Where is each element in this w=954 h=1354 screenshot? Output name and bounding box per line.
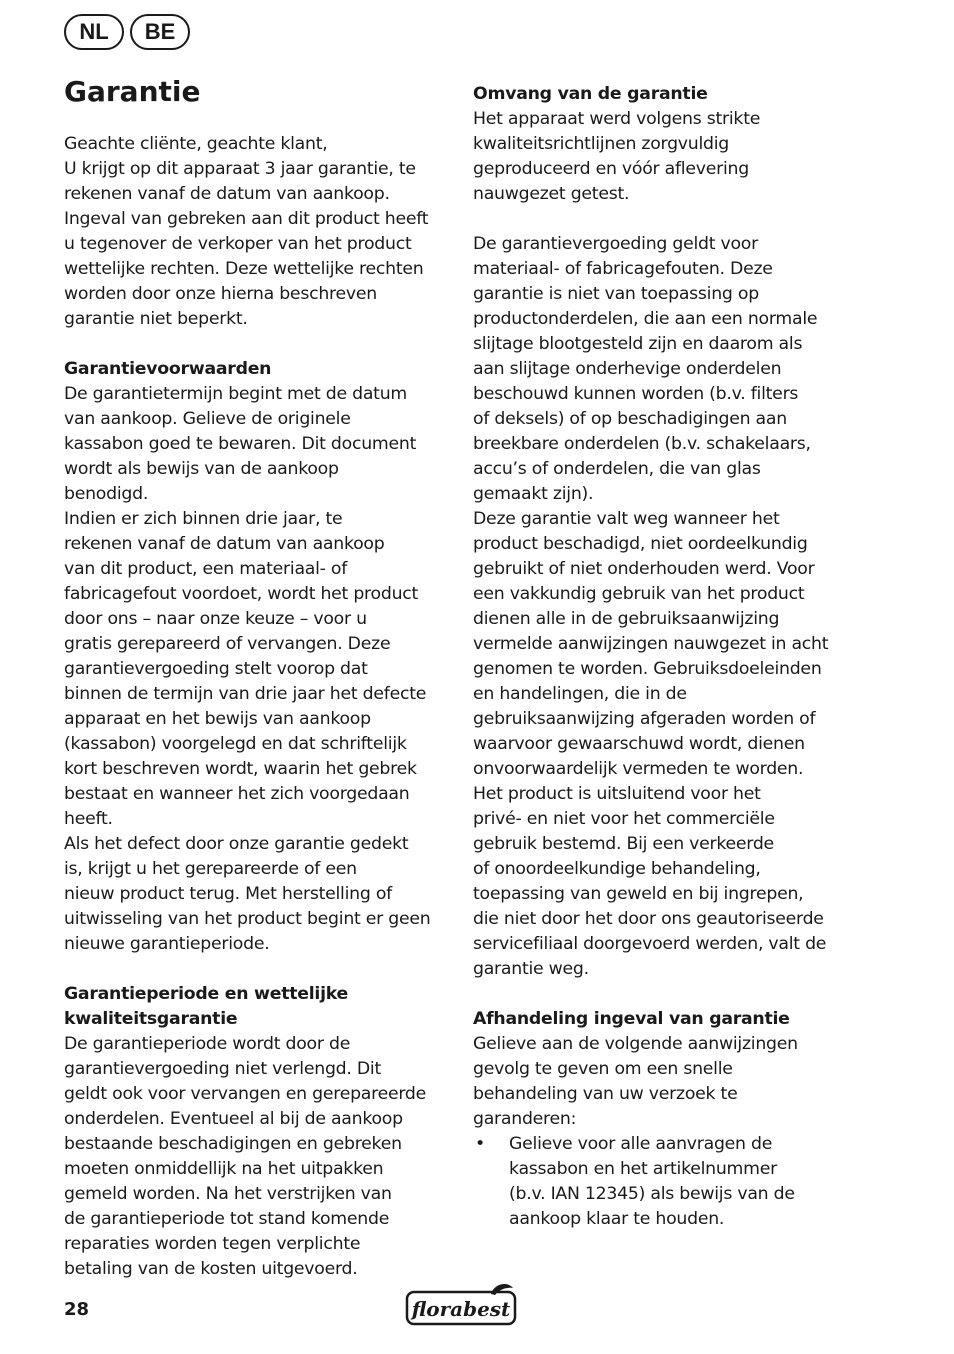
text-line: door ons – naar onze keuze – voor u: [64, 609, 367, 629]
page-title: Garantie: [64, 75, 201, 108]
text-line: binnen de termijn van drie jaar het defecte: [64, 684, 427, 704]
text-line: Gelieve aan de volgende aanwijzingen: [473, 1034, 798, 1054]
conditions-section: [64, 357, 462, 957]
text-line: kort beschreven wordt, waarin het gebrek: [64, 759, 417, 779]
text-line: Ingeval van gebreken aan dit product heeft: [64, 209, 429, 229]
bullet-item: [473, 1132, 873, 1232]
text-line: of deksels) of op beschadigingen aan: [473, 409, 787, 429]
text-line: breekbare onderdelen (b.v. schakelaars,: [473, 434, 811, 454]
text-line: uitwisseling van het product begint er geen: [64, 909, 431, 929]
period-paragraph: [64, 1032, 462, 1282]
text-line: Het apparaat werd volgens strikte: [473, 109, 761, 129]
text-line: die niet door het door ons geautoriseerde: [473, 909, 824, 929]
text-line: garanderen:: [473, 1109, 577, 1129]
language-badge-nl: NL: [64, 14, 124, 50]
bullet-symbol: •: [475, 1134, 485, 1154]
text-line: bestaande beschadigingen en gebreken: [64, 1134, 402, 1154]
text-line: wordt als bewijs van de aankoop: [64, 459, 339, 479]
text-line: (kassabon) voorgelegd en dat schriftelijk: [64, 734, 407, 754]
text-line: nauwgezet getest.: [473, 184, 630, 204]
text-line: gebruikt of niet onderhouden werd. Voor: [473, 559, 815, 579]
text-line: benodigd.: [64, 484, 149, 504]
text-line: apparaat en het bewijs van aankoop: [64, 709, 371, 729]
text-line: dienen alle in de gebruiksaanwijzing: [473, 609, 780, 629]
text-line: servicefiliaal doorgevoerd werden, valt de: [473, 934, 827, 954]
text-line: Geachte cliënte, geachte klant,: [64, 134, 328, 154]
text-line: slijtage blootgesteld zijn en daarom als: [473, 334, 803, 354]
conditions-paragraph: [64, 382, 462, 957]
text-line: onvoorwaardelijk vermeden te worden.: [473, 759, 804, 779]
text-line: fabricagefout voordoet, wordt het product: [64, 584, 419, 604]
text-line: De garantievergoeding geldt voor: [473, 234, 758, 254]
text-line: genomen te worden. Gebruiksdoeleinden: [473, 659, 822, 679]
text-line: wettelijke rechten. Deze wettelijke rechten: [64, 259, 424, 279]
scope-heading: Omvang van de garantie: [473, 84, 708, 104]
text-line: nieuwe garantieperiode.: [64, 934, 270, 954]
text-line: geproduceerd en vóór aflevering: [473, 159, 749, 179]
text-line: van aankoop. Gelieve de originele: [64, 409, 351, 429]
handling-section: [473, 1007, 873, 1232]
scope-paragraph-2: [473, 232, 873, 982]
text-line: u tegenover de verkoper van het product: [64, 234, 412, 254]
text-line: vermelde aanwijzingen nauwgezet in acht: [473, 634, 829, 654]
text-line: product beschadigd, niet oordeelkundig: [473, 534, 808, 554]
text-line: is, krijgt u het gerepareerde of een: [64, 859, 357, 879]
text-line: U krijgt op dit apparaat 3 jaar garantie, te: [64, 159, 416, 179]
text-line: productonderdelen, die aan een normale: [473, 309, 818, 329]
text-line: garantie weg.: [473, 959, 589, 979]
text-line: gebruiksaanwijzing afgeraden worden of: [473, 709, 816, 729]
bullet-text: [509, 1132, 873, 1232]
text-line: kwaliteitsgarantie: [64, 1009, 238, 1029]
text-line: behandeling van uw verzoek te: [473, 1084, 738, 1104]
text-line: garantievergoeding niet verlengd. Dit: [64, 1059, 382, 1079]
text-line: nieuw product terug. Met herstelling of: [64, 884, 392, 904]
text-line: kassabon en het artikelnummer: [509, 1159, 777, 1179]
text-line: heeft.: [64, 809, 113, 829]
florabest-logo: [405, 1284, 517, 1326]
text-line: garantie niet beperkt.: [64, 309, 248, 329]
text-line: rekenen vanaf de datum van aankoop.: [64, 184, 390, 204]
text-line: en handelingen, die in de: [473, 684, 687, 704]
text-line: De garantietermijn begint met de datum: [64, 384, 407, 404]
text-line: gratis gerepareerd of vervangen. Deze: [64, 634, 391, 654]
text-line: beschouwd kunnen worden (b.v. filters: [473, 384, 799, 404]
handling-heading: Afhandeling ingeval van garantie: [473, 1009, 790, 1029]
text-line: Het product is uitsluitend voor het: [473, 784, 761, 804]
intro-paragraph: [64, 132, 462, 332]
handling-paragraph: [473, 1032, 873, 1132]
page-number: 28: [64, 1299, 90, 1320]
text-line: de garantieperiode tot stand komende: [64, 1209, 390, 1229]
scope-paragraph-1: [473, 107, 873, 207]
text-line: Deze garantie valt weg wanneer het: [473, 509, 780, 529]
period-heading: [64, 982, 462, 1032]
text-line: toepassing van geweld en bij ingrepen,: [473, 884, 804, 904]
text-line: bestaat en wanneer het zich voorgedaan: [64, 784, 410, 804]
text-line: waarvoor gewaarschuwd wordt, dienen: [473, 734, 805, 754]
text-line: kassabon goed te bewaren. Dit document: [64, 434, 417, 454]
text-line: Gelieve voor alle aanvragen de: [509, 1134, 773, 1154]
text-line: (b.v. IAN 12345) als bewijs van de: [509, 1184, 795, 1204]
text-line: een vakkundig gebruik van het product: [473, 584, 805, 604]
text-line: gemeld worden. Na het verstrijken van: [64, 1184, 392, 1204]
text-line: privé- en niet voor het commerciële: [473, 809, 775, 829]
text-line: De garantieperiode wordt door de: [64, 1034, 351, 1054]
text-line: garantie is niet van toepassing op: [473, 284, 759, 304]
text-line: materiaal- of fabricagefouten. Deze: [473, 259, 773, 279]
text-line: garantievergoeding stelt voorop dat: [64, 659, 368, 679]
text-line: accu’s of onderdelen, die van glas: [473, 459, 761, 479]
text-line: Garantieperiode en wettelijke: [64, 984, 348, 1004]
text-line: moeten onmiddellijk na het uitpakken: [64, 1159, 384, 1179]
period-section: [64, 982, 462, 1282]
conditions-heading: Garantievoorwaarden: [64, 359, 272, 379]
text-line: onderdelen. Eventueel al bij de aankoop: [64, 1109, 403, 1129]
text-line: betaling van de kosten uitgevoerd.: [64, 1259, 358, 1279]
logo-text: florabest: [411, 1297, 511, 1321]
text-line: reparaties worden tegen verplichte: [64, 1234, 361, 1254]
text-line: worden door onze hierna beschreven: [64, 284, 377, 304]
text-line: gebruik bestemd. Bij een verkeerde: [473, 834, 774, 854]
language-badges: [64, 14, 190, 50]
text-line: geldt ook voor vervangen en gerepareerde: [64, 1084, 427, 1104]
text-line: aankoop klaar te houden.: [509, 1209, 725, 1229]
language-badge-be: BE: [130, 14, 190, 50]
text-line: gemaakt zijn).: [473, 484, 594, 504]
text-line: gevolg te geven om een snelle: [473, 1059, 733, 1079]
text-line: Indien er zich binnen drie jaar, te: [64, 509, 343, 529]
text-line: Als het defect door onze garantie gedekt: [64, 834, 409, 854]
scope-section: [473, 82, 873, 207]
text-line: van dit product, een materiaal- of: [64, 559, 348, 579]
text-line: aan slijtage onderhevige onderdelen: [473, 359, 782, 379]
text-line: rekenen vanaf de datum van aankoop: [64, 534, 385, 554]
text-line: of onoordeelkundige behandeling,: [473, 859, 761, 879]
text-line: kwaliteitsrichtlijnen zorgvuldig: [473, 134, 730, 154]
